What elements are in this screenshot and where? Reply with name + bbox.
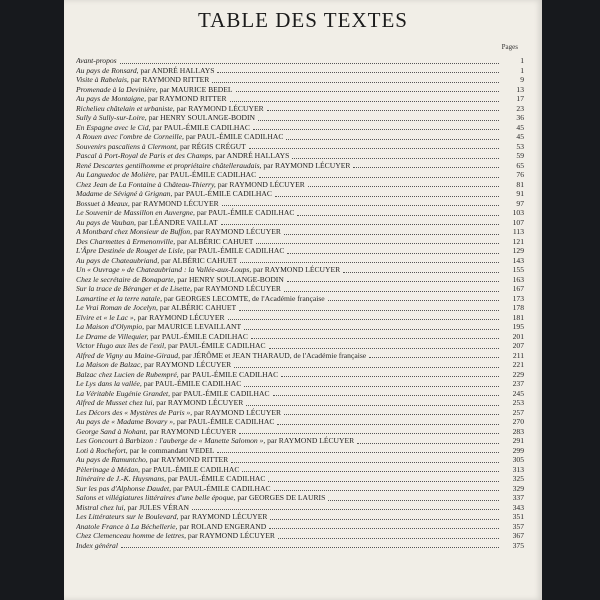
toc-entry [76,389,524,399]
toc-entry-title: A Rouen avec l'ombre de Corneille, [76,132,184,141]
dot-leader [284,413,499,415]
toc-entry-page-number: 299 [512,445,524,455]
toc-entry-page-number: 103 [512,208,524,217]
toc-entry-author: par RAYMOND LÉCUYER [193,284,281,293]
dot-leader [228,318,499,320]
dot-leader [369,356,499,358]
toc-entry [76,189,524,199]
toc-entry-page-number: 270 [512,417,524,426]
toc-entry-page-number: 129 [512,246,524,255]
toc-entry [76,85,524,95]
toc-entry [76,379,524,389]
toc-entry-title: Les Goncourt à Barbizon : l'auberge de « Manette Salomon », [76,436,266,445]
toc-entry-author: par RAYMOND LÉCUYER [193,227,281,236]
toc-entry-author: par GEORGES DE LAURIS [237,493,326,502]
toc-entry-title: La Véritable Eugénie Grandet, [76,388,171,398]
toc-entry-title: Itinéraire de J.-K. Huysmans, [76,474,166,483]
toc-entry-page-number: 181 [512,312,524,322]
dot-leader [284,233,499,235]
toc-entry-title: Le Souvenir de Massillon en Auvergne, [76,208,195,217]
dot-leader [267,109,499,111]
toc-entry-author: par PAUL-ÉMILE CADILHAC [171,388,270,398]
toc-entry-title: Au pays de Chateaubriand, [76,255,160,265]
toc-entry-page-number: 178 [512,303,524,312]
dot-leader [258,119,499,121]
toc-entry-page-number: 343 [512,502,524,512]
dot-leader [251,337,499,339]
toc-entry-title: Au pays de « Madame Bovary », [76,417,175,426]
toc-entry-title: Index général [76,540,118,550]
toc-entry-author: par PAUL-ÉMILE CADILHAC [150,331,248,341]
toc-entry [76,132,524,142]
toc-entry [76,370,524,380]
toc-entry-author: par JULES VÉRAN [127,502,189,512]
toc-entry [76,474,524,484]
toc-entry-title: Loti à Rochefort, [76,445,128,455]
dot-leader [286,138,499,140]
dot-leader [353,166,499,168]
toc-entry-author: par PAUL-ÉMILE CADILHAC [143,379,242,388]
toc-entry-author: par RAYMOND LÉCUYER [137,312,225,322]
dot-leader [259,176,499,178]
toc-entry-title: Au pays de Ramuntcho, [76,455,148,464]
toc-entry-title: Le Vrai Roman de Jocelyn, [76,303,158,312]
toc-entry-page-number: 9 [520,75,524,84]
toc-entry-author: par RAYMOND LÉCUYER [187,531,275,540]
toc-entry-page-number: 291 [512,436,524,445]
toc-entry-title: Des Charmettes à Ermenonville, [76,236,176,246]
toc-entry-page-number: 201 [512,331,524,341]
dot-leader [287,280,499,282]
toc-entry-author: par ALBÉRIC CAHUET [161,255,238,265]
toc-entry [76,294,524,304]
toc-entry-title: Chez Clemenceau homme de lettres, [76,531,187,540]
toc-entry-title: Le Lys dans la vallée, [76,379,142,388]
dot-leader [328,499,499,501]
toc-entry [76,455,524,465]
toc-entry-page-number: 253 [512,398,524,407]
toc-entry-page-number: 245 [512,388,524,398]
toc-entry-author: par ROLAND ENGERAND [179,521,267,531]
toc-entry-title: Sully à Sully-sur-Loire, [76,113,147,122]
toc-entry-title: Un « Ouvrage » de Chateaubriand : la Vallée-aux-Loups, [76,265,252,274]
toc-entry-page-number: 81 [516,179,524,189]
dot-leader [120,62,499,64]
toc-entry-title: Alfred de Musset chez lui, [76,398,155,407]
toc-entry-title: Anatole France à La Béchellerie, [76,521,178,531]
dot-leader [234,366,499,368]
dot-leader [269,527,499,529]
toc-entry [76,180,524,190]
toc-entry [76,227,524,237]
toc-entry-page-number: 337 [512,493,524,502]
dot-leader [239,309,499,311]
toc-entry-title: Bossuet à Meaux, [76,198,130,208]
toc-entry-author: par RAYMOND LÉCUYER [194,407,282,417]
toc-entry-page-number: 97 [516,198,524,208]
dot-leader [222,204,499,206]
toc-entry-author: par PAUL-ÉMILE CADILHAC [152,122,250,132]
toc-entry-title: Au Languedoc de Molière, [76,170,157,179]
toc-entry [76,56,524,66]
toc-entry-page-number: 143 [512,255,524,265]
toc-entry-author: par RAYMOND RITTER [147,94,227,103]
toc-entry [76,522,524,532]
dot-leader [242,470,499,472]
toc-entry-page-number: 229 [512,369,524,379]
toc-entry [76,275,524,285]
toc-entry-author: par RAYMOND LÉCUYER [149,426,237,436]
toc-entry-title: Avant-propos [76,56,117,65]
toc-entry-author: par GEORGES LECOMTE, de l'Académie française [163,293,325,303]
toc-entry-author: par PAUL-ÉMILE CADILHAC [185,132,284,141]
toc-entry-author: par LÉANDRE VAILLAT [137,217,218,227]
toc-entry-page-number: 367 [512,531,524,540]
dot-leader [244,328,499,330]
toc-entry-author: par JÉRÔME et JEAN THARAUD, de l'Académie française [181,350,367,360]
toc-entry-author: par HENRY SOULANGE-BODIN [177,274,284,284]
toc-entry-title: La Maison d'Olympio, [76,322,145,331]
toc-entry [76,360,524,370]
toc-entry-page-number: 23 [516,103,524,113]
dot-leader [284,290,499,292]
toc-entry-page-number: 107 [512,217,524,227]
toc-entry [76,503,524,513]
dot-leader [236,90,499,92]
toc-entry [76,446,524,456]
toc-entry [76,246,524,256]
toc-entry-title: Les Décors des « Mystères de Paris », [76,407,193,417]
dot-leader [256,242,499,244]
dot-leader [357,442,499,444]
toc-entry-page-number: 357 [512,521,524,531]
toc-entry [76,512,524,522]
toc-entry [76,161,524,171]
toc-entry-page-number: 221 [512,360,524,369]
toc-entry-title: Balzac chez Lucien de Rubempré, [76,369,179,379]
toc-entry-title: L'Âpre Destinée de Rouget de Lisle, [76,246,185,255]
toc-entry-title: René Descartes gentilhomme et propriétaire châtelleraudais, [76,160,262,170]
dot-leader [121,546,499,548]
toc-entry [76,104,524,114]
toc-entry-page-number: 207 [512,341,524,350]
toc-entry [76,237,524,247]
toc-entry [76,465,524,475]
toc-entry [76,75,524,85]
toc-entry-author: par MAURICE LEVAILLANT [145,322,242,331]
dot-leader [230,100,499,102]
dot-leader [246,404,499,406]
toc-entry [76,66,524,76]
toc-entry-author: par RAYMOND LÉCUYER [176,103,264,113]
dot-leader [253,128,499,130]
toc-entry [76,351,524,361]
toc-entry-author: par RAYMOND LÉCUYER [156,398,244,407]
toc-entry-author: par RAYMOND LÉCUYER [253,265,341,274]
toc-entry-title: Pèlerinage à Médan, [76,464,140,474]
toc-entry [76,322,524,332]
toc-entry-page-number: 195 [512,322,524,331]
page-title: TABLE DES TEXTES [198,8,408,32]
toc-entry-author: par PAUL-ÉMILE CADILHAC [172,483,271,493]
toc-entry-page-number: 173 [512,293,524,303]
toc-entry-author: par PAUL-ÉMILE CADILHAC [167,341,266,350]
dot-leader [275,195,499,197]
toc-entry-title: Au pays de Ronsard, [76,65,139,75]
toc-entry-page-number: 13 [516,84,524,94]
toc-entry-title: Les Littérateurs sur le Boulevard, [76,512,179,521]
toc-entry-author: par ANDRÉ HALLAYS [215,151,290,160]
toc-entry [76,142,524,152]
toc-entry-page-number: 45 [516,122,524,132]
toc-entry-title: Le Drame de Villequier, [76,331,149,341]
toc-entry-page-number: 91 [516,189,524,198]
toc-entry-page-number: 211 [512,350,524,360]
toc-entry [76,94,524,104]
dot-leader [308,185,499,187]
toc-entry-title: Sur la trace de Béranger et de Lisette, [76,284,192,293]
toc-entry-page-number: 313 [512,464,524,474]
toc-entry-page-number: 113 [512,227,524,236]
toc-entry-page-number: 121 [512,236,524,246]
dot-leader [217,451,499,453]
toc-entry-title: En Espagne avec le Cid, [76,122,151,132]
toc-entry [76,332,524,342]
dot-leader [287,252,499,254]
toc-entry-author: par PAUL-ÉMILE CADILHAC [158,170,257,179]
toc-entry [76,151,524,161]
toc-entry-page-number: 375 [512,540,524,550]
dot-leader [240,261,499,263]
toc-entry [76,531,524,541]
dot-leader [278,537,499,539]
table-of-contents [76,56,524,550]
toc-entry-page-number: 76 [516,170,524,179]
toc-entry [76,484,524,494]
toc-entry-author: par RAYMOND LÉCUYER [263,160,351,170]
toc-entry-author: par MAURICE BEDEL [159,84,233,94]
toc-entry-title: Elvire et « le Lac », [76,312,136,322]
toc-entry-author: par PAUL-ÉMILE CADILHAC [176,417,275,426]
toc-entry-author: par PAUL-ÉMILE CADILHAC [167,474,266,483]
toc-entry [76,218,524,228]
toc-entry-page-number: 351 [512,512,524,521]
toc-entry [76,208,524,218]
toc-entry [76,398,524,408]
toc-entry [76,303,524,313]
toc-entry-title: Madame de Sévigné à Grignan, [76,189,173,198]
toc-entry-title: Mistral chez lui, [76,502,126,512]
toc-entry-author: par PAUL-ÉMILE CADILHAC [141,464,240,474]
toc-entry [76,170,524,180]
toc-entry-page-number: 283 [512,426,524,436]
dot-leader [212,81,499,83]
toc-entry-page-number: 1 [520,56,524,65]
toc-entry-author: par RAYMOND LÉCUYER [217,179,305,189]
toc-entry-author: par PAUL-ÉMILE CADILHAC [174,189,272,198]
toc-entry-page-number: 163 [512,274,524,284]
toc-entry [76,436,524,446]
toc-entry [76,313,524,323]
toc-entry [76,427,524,437]
toc-entry-page-number: 257 [512,407,524,417]
toc-entry-page-number: 329 [512,483,524,493]
toc-entry-author: par RAYMOND LÉCUYER [144,360,232,369]
dot-leader [268,480,499,482]
toc-entry-title: La Maison de Balzac, [76,360,143,369]
toc-entry-title: Promenade à la Devinière, [76,84,158,94]
toc-entry-page-number: 59 [516,151,524,160]
toc-entry-title: Au pays de Montaigne, [76,94,147,103]
toc-entry-title: Visite à Rabelais, [76,75,129,84]
dot-leader [292,157,499,159]
toc-entry-title: Lamartine et la terre natale, [76,293,162,303]
toc-entry-page-number: 305 [512,455,524,464]
toc-entry-page-number: 1 [520,65,524,75]
toc-entry-page-number: 237 [512,379,524,388]
dot-leader [192,508,499,510]
toc-entry-page-number: 155 [512,265,524,274]
toc-entry-author: par RAYMOND LÉCUYER [180,512,268,521]
toc-entry-title: Pascal à Port-Royal de Paris et des Champs, [76,151,214,160]
dot-leader [239,432,499,434]
toc-entry-title: Victor Hugo aux îles de l'exil, [76,341,167,350]
toc-entry-title: Chez Jean de La Fontaine à Château-Thierry, [76,179,216,189]
toc-entry-author: par ALBÉRIC CAHUET [159,303,237,312]
dot-leader [269,347,499,349]
toc-entry-page-number: 325 [512,474,524,483]
toc-entry-author: par ANDRÉ HALLAYS [140,65,215,75]
toc-entry-title: Richelieu châtelain et urbaniste, [76,103,175,113]
toc-entry [76,113,524,123]
toc-entry-author: par RAYMOND LÉCUYER [267,436,355,445]
toc-entry [76,284,524,294]
dot-leader [297,214,499,216]
toc-entry-author: par RAYMOND RITTER [130,75,210,84]
toc-entry-author: par RAYMOND LÉCUYER [131,198,219,208]
book-page [64,0,542,600]
toc-entry-title: Alfred de Vigny au Maine-Giraud, [76,350,180,360]
toc-entry [76,341,524,351]
pages-column-label: Pages [501,43,518,51]
toc-entry-author: par PAUL-ÉMILE CADILHAC [196,208,295,217]
dot-leader [277,423,499,425]
dot-leader [281,375,499,377]
dot-leader [343,271,499,273]
toc-entry-title: Salons et villégiatures littéraires d'une belle époque, [76,493,236,502]
dot-leader [274,489,499,491]
toc-entry-page-number: 53 [516,141,524,151]
toc-entry-author: par PAUL-ÉMILE CADILHAC [186,246,285,255]
toc-entry-page-number: 17 [516,94,524,103]
toc-entry-page-number: 167 [512,284,524,293]
toc-entry [76,199,524,209]
dot-leader [217,71,499,73]
toc-entry-title: George Sand à Nohant, [76,426,148,436]
dot-leader [273,394,499,396]
toc-entry [76,256,524,266]
dot-leader [270,518,499,520]
toc-entry [76,493,524,503]
toc-entry-title: Sur les pas d'Alphonse Daudet, [76,483,172,493]
toc-entry-title: A Montbard chez Monsieur de Buffon, [76,227,193,236]
toc-entry [76,417,524,427]
dot-leader [244,385,499,387]
dot-leader [231,461,499,463]
toc-entry [76,408,524,418]
toc-entry-author: par RAYMOND RITTER [149,455,229,464]
dot-leader [249,147,499,149]
toc-entry-author: par PAUL-ÉMILE CADILHAC [180,369,279,379]
dot-leader [328,299,499,301]
toc-entry [76,541,524,551]
toc-entry-author: par le commandant VEDEL [129,445,215,455]
toc-entry-page-number: 45 [516,132,524,141]
dot-leader [221,223,499,225]
toc-entry [76,265,524,275]
toc-entry-author: par ALBÉRIC CAHUET [177,236,254,246]
toc-entry-author: par RÉGIS CRÉGUT [180,141,246,151]
toc-entry-author: par HENRY SOULANGE-BODIN [148,113,256,122]
toc-entry-title: Souvenirs pascaliens à Clermont, [76,141,179,151]
toc-entry-page-number: 65 [516,160,524,170]
toc-entry [76,123,524,133]
toc-entry-title: Au pays de Vauban, [76,217,136,227]
toc-entry-page-number: 36 [516,113,524,122]
toc-entry-title: Chez le secrétaire de Bonaparte, [76,274,176,284]
